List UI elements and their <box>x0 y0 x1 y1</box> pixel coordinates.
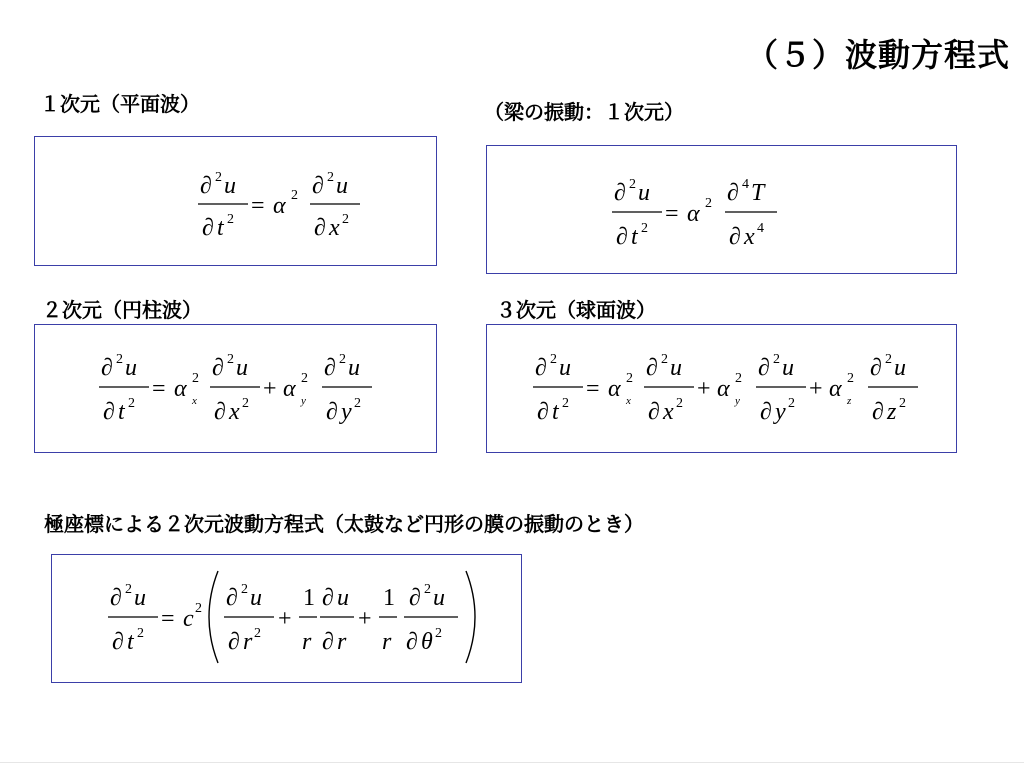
alpha-y-exp: 2 <box>735 371 742 386</box>
term-x-num-partial: ∂ <box>646 355 658 381</box>
c-symbol: c <box>183 606 194 632</box>
term-rr-num-partial: ∂ <box>226 585 238 611</box>
term-theta-num-exp: 2 <box>424 582 431 597</box>
lhs-den-partial: ∂ <box>616 224 628 250</box>
term-y-num-partial: ∂ <box>758 355 770 381</box>
term-y-den-exp: 2 <box>354 396 361 411</box>
alpha-y: α <box>717 376 730 402</box>
rhs-num-partial: ∂ <box>312 173 324 199</box>
lhs-num-var: u <box>224 173 236 199</box>
term-y-den-partial: ∂ <box>760 399 772 425</box>
term-rr-den-partial: ∂ <box>228 629 240 655</box>
term-x-den-var: x <box>229 399 240 425</box>
lhs-den-partial: ∂ <box>103 399 115 425</box>
equals-sign: = <box>586 376 600 402</box>
lhs-den-exp: 2 <box>227 212 234 227</box>
term-x-den-exp: 2 <box>676 396 683 411</box>
rhs-den-partial: ∂ <box>729 224 741 250</box>
term-y-den-partial: ∂ <box>326 399 338 425</box>
term-r-den-var: r <box>337 629 347 655</box>
lhs-den-var: t <box>631 224 638 250</box>
equation-1d <box>35 137 436 265</box>
equation-beam <box>487 146 956 273</box>
lhs-den-var: t <box>127 629 134 655</box>
term-theta-num-var: u <box>433 585 445 611</box>
equation-box-polar <box>51 554 522 683</box>
alpha-z: α <box>829 376 842 402</box>
label-polar: 極座標による２次元波動方程式（太鼓など円形の膜の振動のとき） <box>44 512 644 536</box>
alpha-x-sub: x <box>192 395 197 407</box>
term-x-den-partial: ∂ <box>648 399 660 425</box>
lhs-den-var: t <box>552 399 559 425</box>
equals-sign: = <box>152 376 166 402</box>
alpha-exp: 2 <box>291 188 298 203</box>
lhs-num-var: u <box>559 355 571 381</box>
lhs-num-var: u <box>125 355 137 381</box>
equation-box-2d <box>34 324 437 453</box>
term-z-num-exp: 2 <box>885 352 892 367</box>
term-y-den-var: y <box>775 399 786 425</box>
rhs-num-partial: ∂ <box>727 180 739 206</box>
term-x-den-partial: ∂ <box>214 399 226 425</box>
term-r-num-var: u <box>337 585 349 611</box>
term-r-den-partial: ∂ <box>322 629 334 655</box>
alpha-y-exp: 2 <box>301 371 308 386</box>
equals-sign: = <box>665 201 679 227</box>
rhs-den-var: x <box>744 224 755 250</box>
lhs-num-partial: ∂ <box>535 355 547 381</box>
term-z-den-exp: 2 <box>899 396 906 411</box>
lhs-num-exp: 2 <box>550 352 557 367</box>
term-z-den-var: z <box>887 399 897 425</box>
term-y-num-exp: 2 <box>339 352 346 367</box>
one-over-r-den-2: r <box>382 629 392 655</box>
lhs-den-partial: ∂ <box>112 629 124 655</box>
left-paren <box>209 571 218 663</box>
alpha-symbol: α <box>273 193 286 219</box>
rhs-den-exp: 2 <box>342 212 349 227</box>
rhs-den-partial: ∂ <box>314 215 326 241</box>
alpha-x-exp: 2 <box>626 371 633 386</box>
plus-sign-2: + <box>809 376 823 402</box>
lhs-den-partial: ∂ <box>202 215 214 241</box>
plus-sign-2: + <box>358 606 372 632</box>
lhs-num-exp: 2 <box>215 170 222 185</box>
term-y-num-var: u <box>782 355 794 381</box>
term-z-den-partial: ∂ <box>872 399 884 425</box>
lhs-den-exp: 2 <box>128 396 135 411</box>
term-rr-num-exp: 2 <box>241 582 248 597</box>
one-over-r-num-1: 1 <box>303 585 315 611</box>
lhs-num-exp: 2 <box>629 177 636 192</box>
term-rr-den-var: r <box>243 629 253 655</box>
equation-2d <box>35 325 436 452</box>
plus-sign-1: + <box>278 606 292 632</box>
term-x-num-exp: 2 <box>227 352 234 367</box>
alpha-x: α <box>174 376 187 402</box>
alpha-x: α <box>608 376 621 402</box>
term-theta-den-partial: ∂ <box>406 629 418 655</box>
term-r-num-partial: ∂ <box>322 585 334 611</box>
lhs-num-exp: 2 <box>116 352 123 367</box>
rhs-num-exp: 4 <box>742 177 749 192</box>
term-rr-den-exp: 2 <box>254 626 261 641</box>
term-y-den-var: y <box>341 399 352 425</box>
lhs-den-var: t <box>118 399 125 425</box>
rhs-den-var: x <box>329 215 340 241</box>
label-2d: ２次元（円柱波） <box>42 298 202 322</box>
equation-box-beam <box>486 145 957 274</box>
term-x-num-exp: 2 <box>661 352 668 367</box>
label-beam: （梁の振動：１次元） <box>484 100 684 124</box>
lhs-num-var: u <box>134 585 146 611</box>
term-theta-den-var: θ <box>421 629 433 655</box>
label-1d: １次元（平面波） <box>40 92 200 116</box>
lhs-den-exp: 2 <box>641 221 648 236</box>
equals-sign: = <box>161 606 175 632</box>
rhs-num-exp: 2 <box>327 170 334 185</box>
equation-box-3d <box>486 324 957 453</box>
c-exp: 2 <box>195 601 202 616</box>
term-x-den-exp: 2 <box>242 396 249 411</box>
lhs-den-exp: 2 <box>137 626 144 641</box>
alpha-exp: 2 <box>705 196 712 211</box>
bottom-divider <box>0 762 1024 763</box>
slide-title: （５）波動方程式 <box>745 36 1010 74</box>
term-theta-num-partial: ∂ <box>409 585 421 611</box>
lhs-num-exp: 2 <box>125 582 132 597</box>
term-z-num-partial: ∂ <box>870 355 882 381</box>
lhs-den-var: t <box>217 215 224 241</box>
lhs-num-partial: ∂ <box>110 585 122 611</box>
alpha-y-sub: y <box>735 395 740 407</box>
term-x-num-partial: ∂ <box>212 355 224 381</box>
term-y-den-exp: 2 <box>788 396 795 411</box>
equals-sign: = <box>251 193 265 219</box>
lhs-num-partial: ∂ <box>614 180 626 206</box>
alpha-symbol: α <box>687 201 700 227</box>
term-y-num-exp: 2 <box>773 352 780 367</box>
alpha-x-sub: x <box>626 395 631 407</box>
rhs-num-var: u <box>336 173 348 199</box>
plus-sign-1: + <box>697 376 711 402</box>
one-over-r-den-1: r <box>302 629 312 655</box>
term-rr-num-var: u <box>250 585 262 611</box>
term-x-den-var: x <box>663 399 674 425</box>
lhs-numerator: ∂ <box>200 173 212 199</box>
right-paren <box>466 571 475 663</box>
term-theta-den-exp: 2 <box>435 626 442 641</box>
alpha-x-exp: 2 <box>192 371 199 386</box>
equation-box-1d <box>34 136 437 266</box>
rhs-den-exp: 4 <box>757 221 764 236</box>
term-y-num-var: u <box>348 355 360 381</box>
alpha-y: α <box>283 376 296 402</box>
lhs-num-var: u <box>638 180 650 206</box>
label-3d: ３次元（球面波） <box>496 298 656 322</box>
equation-polar <box>52 555 521 682</box>
plus-sign: + <box>263 376 277 402</box>
term-y-num-partial: ∂ <box>324 355 336 381</box>
alpha-z-sub: z <box>847 395 852 407</box>
alpha-y-sub: y <box>301 395 306 407</box>
rhs-num-var: T <box>751 180 765 206</box>
term-x-num-var: u <box>670 355 682 381</box>
term-z-num-var: u <box>894 355 906 381</box>
alpha-z-exp: 2 <box>847 371 854 386</box>
lhs-den-partial: ∂ <box>537 399 549 425</box>
one-over-r-num-2: 1 <box>383 585 395 611</box>
lhs-num-partial: ∂ <box>101 355 113 381</box>
term-x-num-var: u <box>236 355 248 381</box>
lhs-den-exp: 2 <box>562 396 569 411</box>
equation-3d <box>487 325 956 452</box>
